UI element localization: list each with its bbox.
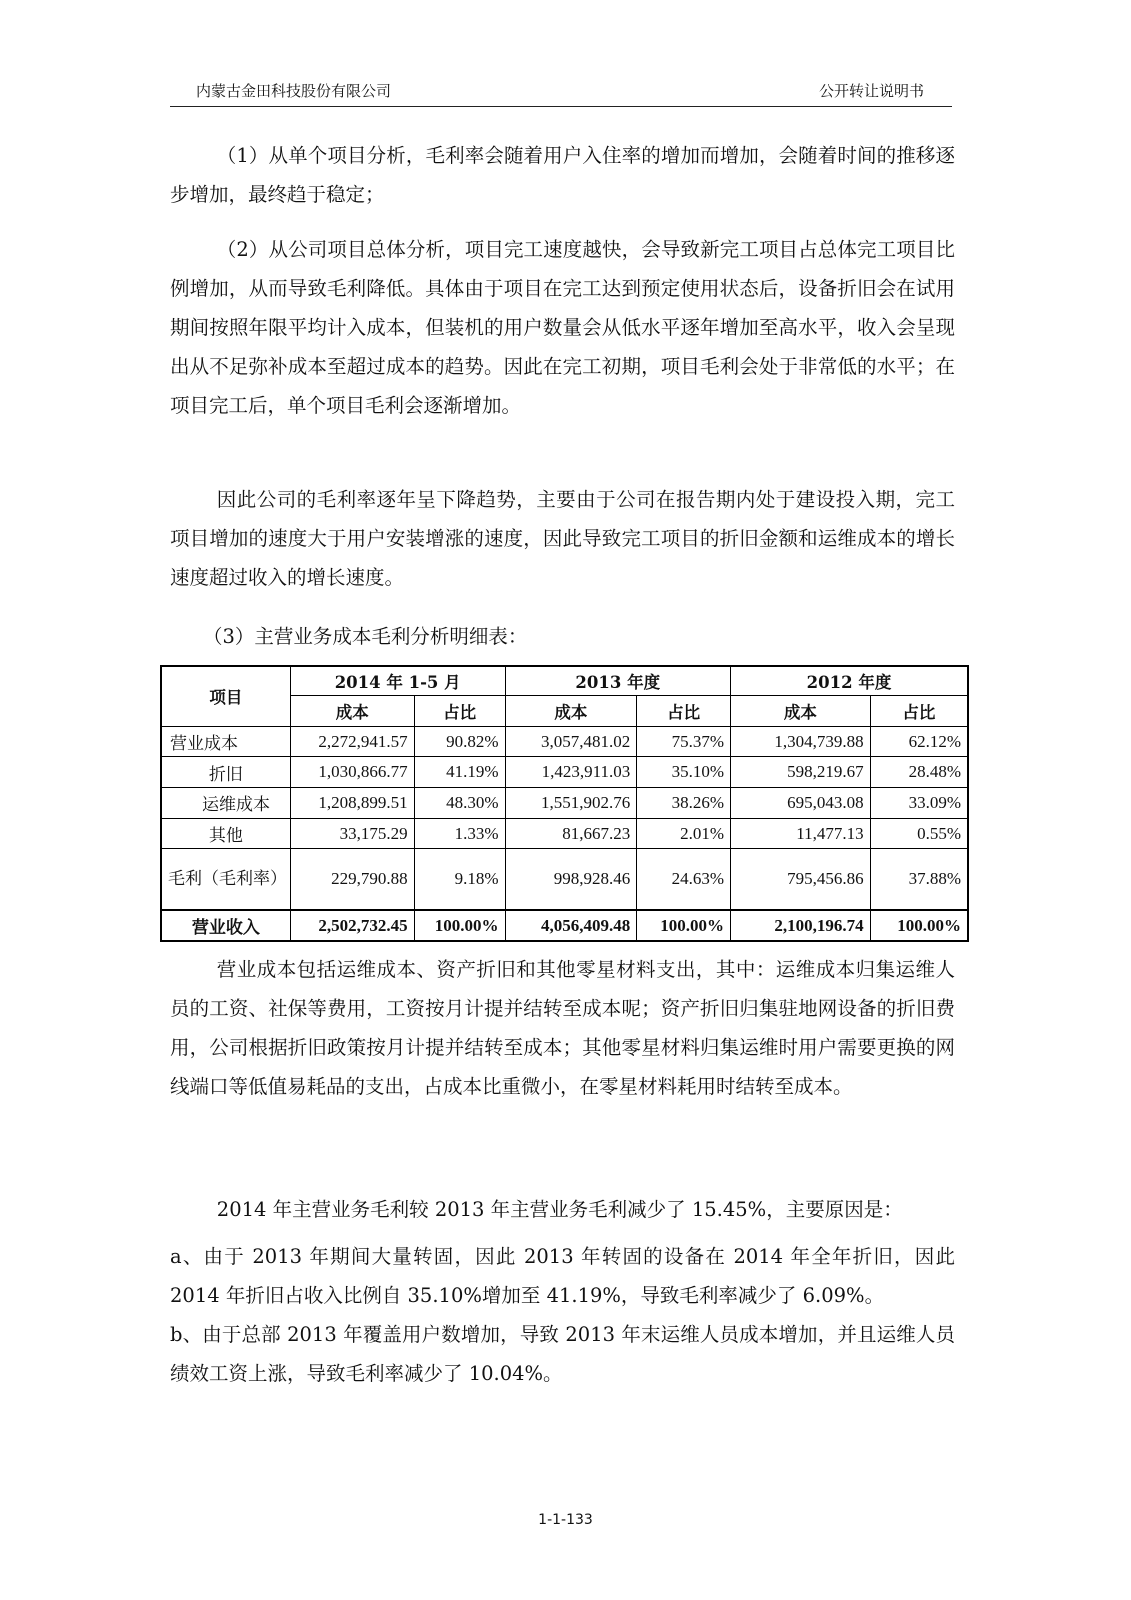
- paragraph-trend: 因此公司的毛利率逐年呈下降趋势，主要由于公司在报告期内处于建设投入期，完工项目增加的速度大于用户安装增涨的速度，因此导致完工项目的折旧金额和运维成本的增长速度超过收入的增长速度。: [170, 488, 955, 589]
- cell-value: 100.00%: [637, 910, 731, 941]
- cell-value: 24.63%: [637, 849, 731, 910]
- row-label: 其他: [161, 818, 290, 849]
- cell-value: 33.09%: [870, 788, 968, 819]
- header-cost: 成本: [731, 696, 871, 727]
- header-ratio: 占比: [870, 696, 968, 727]
- paragraph-overall-project: （2）从公司项目总体分析，项目完工速度越快，会导致新完工项目占总体完工项目比例增加，从而导致毛利降低。具体由于项目在完工达到预定使用状态后，设备折旧会在试用期间按照年限平均计入成本，但装机的用户数量会从低水平逐年增加至高水平，收入会呈现出从不足弥补成本至超过成本的趋势。因此在完工初期，项目毛利会处于非常低的水平；在项目完工后，单个项目毛利会逐渐增加。: [170, 238, 955, 417]
- row-label: 毛利（毛利率）: [161, 849, 290, 910]
- header-cost: 成本: [290, 696, 414, 727]
- cell-value: 11,477.13: [731, 818, 871, 849]
- cell-value: 795,456.86: [731, 849, 871, 910]
- cell-value: 75.37%: [637, 726, 731, 757]
- cell-value: 229,790.88: [290, 849, 414, 910]
- cost-margin-table: [160, 665, 969, 942]
- cell-value: 998,928.46: [505, 849, 637, 910]
- cell-value: 2,502,732.45: [290, 910, 414, 941]
- cell-value: 1,030,866.77: [290, 757, 414, 788]
- table-caption: （3）主营业务成本毛利分析明细表：: [203, 625, 528, 648]
- header-period-2013: 2013 年度: [505, 666, 731, 696]
- cell-value: 33,175.29: [290, 818, 414, 849]
- header-item: 项目: [161, 666, 290, 726]
- paragraph-margin-change: 2014 年主营业务毛利较 2013 年主营业务毛利减少了 15.45%，主要原因是：: [216, 1198, 903, 1221]
- header-cost: 成本: [505, 696, 637, 727]
- cell-value: 2,100,196.74: [731, 910, 871, 941]
- cell-value: 2.01%: [637, 818, 731, 849]
- cell-value: 35.10%: [637, 757, 731, 788]
- cell-value: 41.19%: [414, 757, 505, 788]
- page-header: [170, 76, 952, 107]
- header-period-2012: 2012 年度: [731, 666, 968, 696]
- cell-value: 100.00%: [870, 910, 968, 941]
- cell-value: 38.26%: [637, 788, 731, 819]
- row-label: 折旧: [161, 757, 290, 788]
- table-row: [161, 788, 968, 819]
- cell-value: 695,043.08: [731, 788, 871, 819]
- header-period-2014: 2014 年 1-5 月: [290, 666, 505, 696]
- header-ratio: 占比: [637, 696, 731, 727]
- table-row: [161, 757, 968, 788]
- document-title: 公开转让说明书: [818, 82, 924, 100]
- table-row: [161, 726, 968, 757]
- cell-value: 48.30%: [414, 788, 505, 819]
- paragraph-single-project: （1）从单个项目分析，毛利率会随着用户入住率的增加而增加，会随着时间的推移逐步增加，最终趋于稳定；: [170, 144, 955, 206]
- table-row: [161, 849, 968, 910]
- cell-value: 1,304,739.88: [731, 726, 871, 757]
- cell-value: 9.18%: [414, 849, 505, 910]
- cell-value: 62.12%: [870, 726, 968, 757]
- cell-value: 90.82%: [414, 726, 505, 757]
- header-ratio: 占比: [414, 696, 505, 727]
- company-name: 内蒙古金田科技股份有限公司: [196, 82, 392, 100]
- row-label: 运维成本: [161, 788, 290, 819]
- table-row-total: [161, 910, 968, 941]
- reason-b: b、由于总部 2013 年覆盖用户数增加，导致 2013 年末运维人员成本增加，并且运维人员绩效工资上涨，导致毛利率减少了 10.04%。: [170, 1323, 955, 1385]
- cell-value: 1,551,902.76: [505, 788, 637, 819]
- cell-value: 3,057,481.02: [505, 726, 637, 757]
- cell-value: 4,056,409.48: [505, 910, 637, 941]
- cell-value: 2,272,941.57: [290, 726, 414, 757]
- cell-value: 81,667.23: [505, 818, 637, 849]
- cell-value: 28.48%: [870, 757, 968, 788]
- cell-value: 598,219.67: [731, 757, 871, 788]
- cell-value: 1,423,911.03: [505, 757, 637, 788]
- row-label: 营业收入: [161, 910, 290, 941]
- reason-a: a、由于 2013 年期间大量转固，因此 2013 年转固的设备在 2014 年全年折旧，因此 2014 年折旧占收入比例自 35.10%增加至 41.19%，导致毛利率减少了 6.09%。: [170, 1245, 955, 1307]
- table-row: [161, 818, 968, 849]
- cell-value: 1,208,899.51: [290, 788, 414, 819]
- row-label: 营业成本: [161, 726, 290, 757]
- page-number: 1-1-133: [538, 1512, 593, 1528]
- cell-value: 37.88%: [870, 849, 968, 910]
- cell-value: 1.33%: [414, 818, 505, 849]
- cell-value: 0.55%: [870, 818, 968, 849]
- cell-value: 100.00%: [414, 910, 505, 941]
- paragraph-cost-composition: 营业成本包括运维成本、资产折旧和其他零星材料支出，其中：运维成本归集运维人员的工资、社保等费用，工资按月计提并结转至成本呢；资产折旧归集驻地网设备的折旧费用，公司根据折旧政策按月计提并结转至成本；其他零星材料归集运维时用户需要更换的网线端口等低值易耗品的支出，占成本比重微小，在零星材料耗用时结转至成本。: [170, 958, 955, 1098]
